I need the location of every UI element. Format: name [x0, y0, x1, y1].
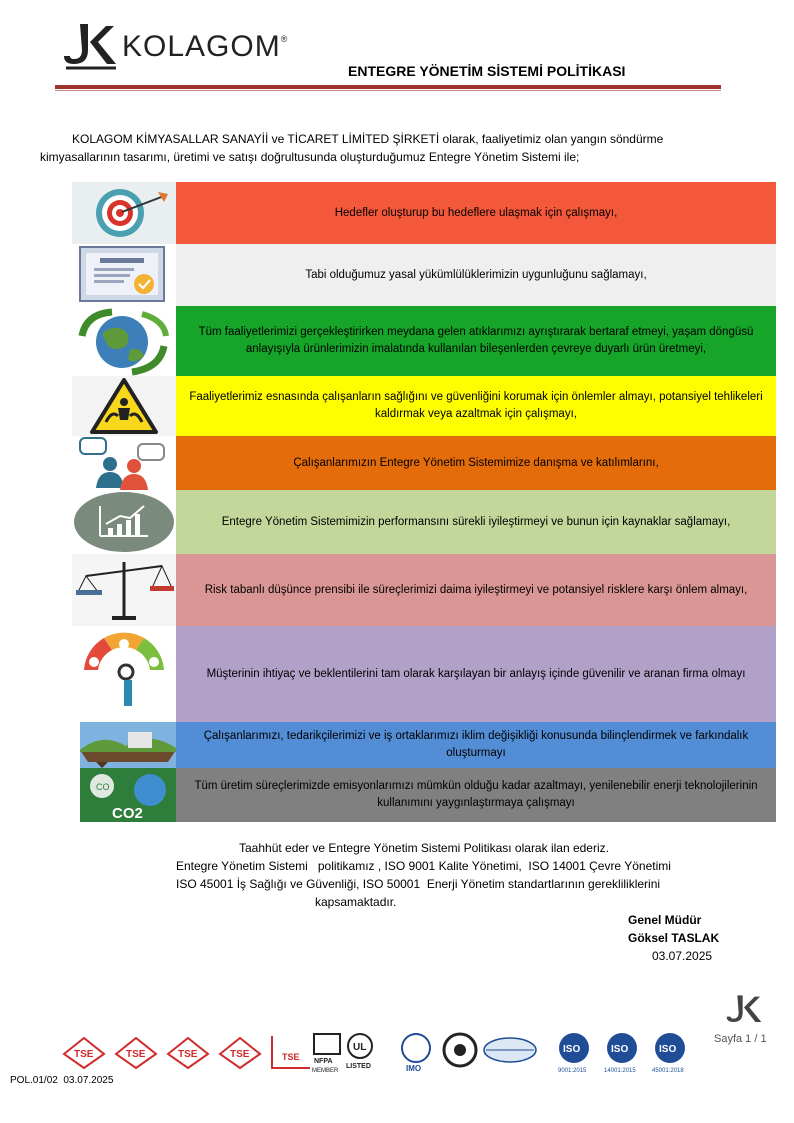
svg-text:TSE: TSE — [282, 1052, 300, 1062]
policy-text: Tabi olduğumuz yasal yükümlülüklerimizin uygunluğunu sağlamayı, — [176, 244, 776, 306]
svg-text:NFPA: NFPA — [314, 1058, 333, 1065]
policy-row — [72, 244, 776, 306]
policy-text: Faaliyetlerimiz esnasında çalışanların sağlığını ve güvenliğini korumak için önlemler almayı, potansiyel tehlikeleri kaldırmak veya azaltmak için çalışmayı, — [176, 376, 776, 436]
svg-text:TSE: TSE — [74, 1049, 94, 1060]
kolagom-logo-icon — [60, 20, 120, 72]
target-icon — [72, 182, 176, 244]
kolagom-small-logo-icon — [724, 990, 764, 1030]
satisfaction-gauge-icon — [72, 626, 176, 722]
signatory-role: Genel Müdür — [628, 913, 702, 927]
intro-line: kimyasallarının tasarımı, üretimi ve satışı doğrultusunda oluşturduğumuz Entegre Yönetim Sistemi ile; — [40, 150, 580, 164]
svg-text:ISO: ISO — [659, 1044, 677, 1055]
policy-text: Hedefler oluşturup bu hedeflere ulaşmak için çalışmayı, — [176, 182, 776, 244]
closing-line: Entegre Yönetim Sistemi politikamız , ISO 9001 Kalite Yönetimi, ISO 14001 Çevre Yönetimi — [176, 859, 671, 873]
climate-island-icon — [72, 722, 176, 768]
policy-text: Tüm faaliyetlerimizi gerçekleştirirken meydana gelen atıklarımızı ayrıştırarak bertaraf etmeyi, yaşam döngüsü anlayışıyla ürünlerimizin imalatında kullanılan bileşenlerden çevreye duyarlı ürün üretmeyi, — [176, 306, 776, 376]
certificate-icon — [72, 244, 176, 306]
svg-text:TSE: TSE — [178, 1049, 198, 1060]
policy-row — [72, 490, 776, 554]
intro-line: KOLAGOM KİMYASALLAR SANAYİİ ve TİCARET LİMİTED ŞİRKETİ olarak, faaliyetimiz olan yangın söndürme — [72, 132, 664, 146]
risk-scale-icon — [72, 554, 176, 626]
policy-row — [72, 722, 776, 768]
policy-row — [72, 768, 776, 822]
svg-text:UL: UL — [353, 1042, 367, 1053]
intro-paragraph — [40, 130, 730, 166]
svg-text:MEMBER: MEMBER — [312, 1068, 339, 1074]
svg-text:LISTED: LISTED — [346, 1063, 371, 1070]
signature-date: 03.07.2025 — [652, 949, 713, 963]
policy-row — [72, 376, 776, 436]
policy-row — [72, 182, 776, 244]
tse-logo-icon — [64, 1038, 104, 1068]
document-code: POL.01/02 03.07.2025 — [10, 1075, 114, 1086]
policy-text: Tüm üretim süreçlerimizde emisyonlarımızı mümkün olduğu kadar azaltmayı, yenilenebilir enerji teknolojilerinin kullanımını yaygınlaştırmaya çalışmayı — [176, 768, 776, 822]
svg-text:14001:2015: 14001:2015 — [604, 1068, 636, 1074]
header-divider — [55, 85, 721, 89]
policy-row — [72, 554, 776, 626]
policy-text: Çalışanlarımızın Entegre Yönetim Sistemimize danışma ve katılımlarını, — [176, 436, 776, 490]
co2-icon — [72, 768, 176, 822]
svg-text:IMO: IMO — [406, 1064, 422, 1073]
svg-text:CO2: CO2 — [112, 805, 143, 822]
policy-row — [72, 626, 776, 722]
closing-line: Taahhüt eder ve Entegre Yönetim Sistemi Politikası olarak ilan ederiz. — [239, 841, 609, 855]
policy-row — [72, 306, 776, 376]
safety-warning-icon — [72, 376, 176, 436]
svg-text:ISO: ISO — [611, 1044, 629, 1055]
policy-text: Entegre Yönetim Sistemimizin performansını sürekli iyileştirmeyi ve bunun için kaynaklar sağlamayı, — [176, 490, 776, 554]
closing-line: kapsamaktadır. — [315, 895, 397, 909]
signatory-name: Göksel TASLAK — [628, 931, 720, 945]
globe-recycle-icon — [72, 306, 176, 376]
policy-text: Müşterinin ihtiyaç ve beklentilerini tam olarak karşılayan bir anlayış içinde güvenilir ve aranan firma olmayı — [176, 626, 776, 722]
policy-row — [72, 436, 776, 490]
page-number: Sayfa 1 / 1 — [714, 1033, 767, 1045]
svg-text:TSE: TSE — [230, 1049, 250, 1060]
certification-logos — [62, 1032, 702, 1074]
company-logo-text: KOLAGOM® — [122, 30, 289, 63]
svg-text:45001:2018: 45001:2018 — [652, 1068, 684, 1074]
policy-text: Risk tabanlı düşünce prensibi ile süreçlerimizi daima iyileştirmeyi ve potansiyel risklere karşı önlem almayı, — [176, 554, 776, 626]
svg-text:TSE: TSE — [126, 1049, 146, 1060]
svg-text:9001:2015: 9001:2015 — [558, 1068, 587, 1074]
svg-text:ISO: ISO — [563, 1044, 581, 1055]
consultation-icon — [72, 436, 176, 490]
svg-text:CO: CO — [96, 782, 110, 792]
growth-chart-icon — [72, 490, 176, 554]
closing-line: ISO 45001 İş Sağlığı ve Güvenliği, ISO 50001 Enerji Yönetim standartlarının gerekliliklerini — [176, 877, 661, 891]
header-divider-shadow — [55, 90, 721, 91]
page-title: ENTEGRE YÖNETİM SİSTEMİ POLİTİKASI — [348, 63, 626, 79]
policy-text: Çalışanlarımızı, tedarikçilerimizi ve iş ortaklarımızı iklim değişikliği konusunda bilinçlendirmek ve farkındalık oluşturmayı — [176, 722, 776, 768]
